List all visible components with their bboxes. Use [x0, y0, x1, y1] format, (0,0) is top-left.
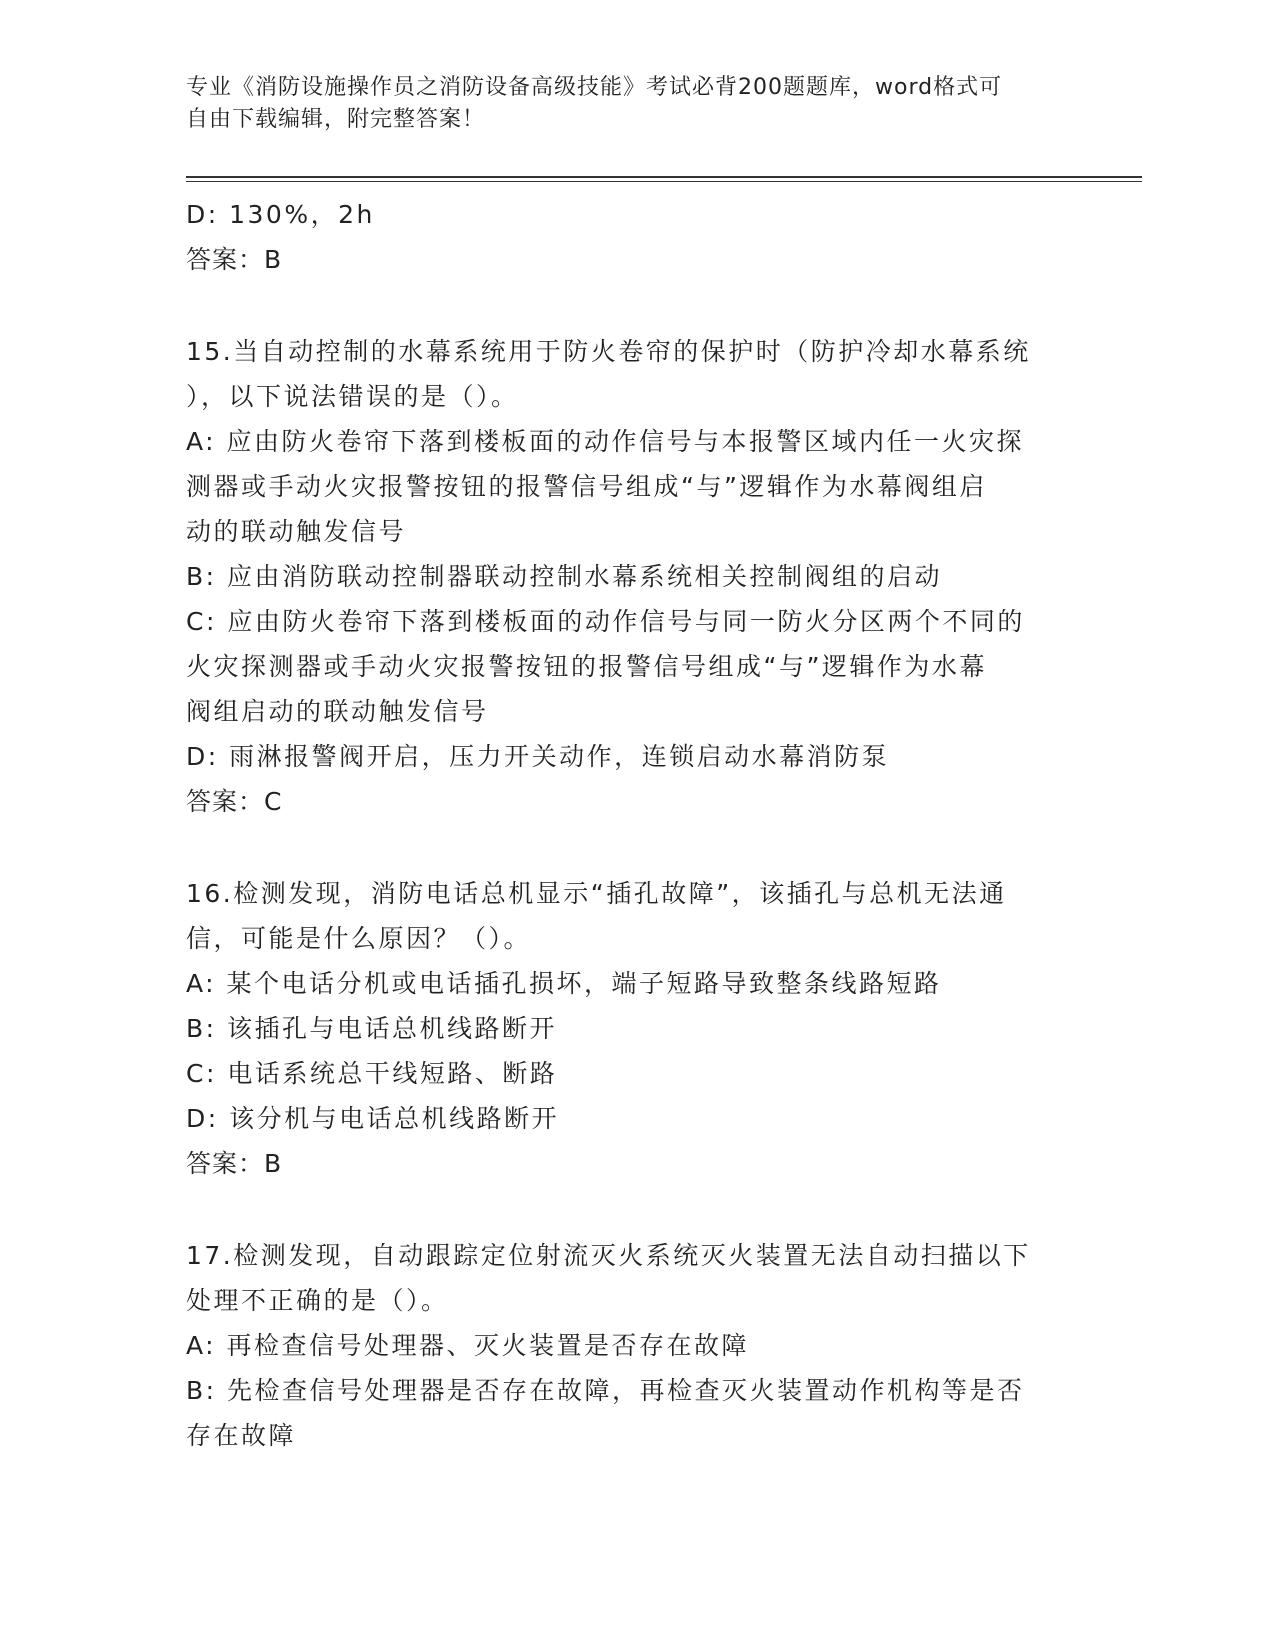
question-text: 17.检测发现，自动跟踪定位射流灭火系统灭火装置无法自动扫描以下: [186, 1241, 1031, 1270]
option-d: D: 雨淋报警阀开启，压力开关动作，连锁启动水幕消防泵: [186, 742, 890, 771]
answer: 答案：B: [186, 1149, 283, 1178]
question-text: 16.检测发现，消防电话总机显示“插孔故障”，该插孔与总机无法通: [186, 879, 1007, 908]
header-divider-thick: [186, 176, 1142, 178]
option-d: D: 130%，2h: [186, 200, 375, 229]
option-a: A: 再检查信号处理器、灭火装置是否存在故障: [186, 1331, 750, 1360]
question-text: ），以下说法错误的是（）。: [186, 382, 519, 411]
question-text: 15.当自动控制的水幕系统用于防火卷帘的保护时（防护冷却水幕系统: [186, 337, 1031, 366]
option-c: C: 应由防火卷帘下落到楼板面的动作信号与同一防火分区两个不同的: [186, 607, 1025, 636]
option-a: A: 某个电话分机或电话插孔损坏，端子短路导致整条线路短路: [186, 969, 942, 998]
question-16: [186, 871, 1066, 1186]
option-a: A: 应由防火卷帘下落到楼板面的动作信号与本报警区域内任一火灾探: [186, 427, 1025, 456]
header-line-2: 自由下载编辑，附完整答案！: [186, 107, 486, 132]
option-a: 测器或手动火灾报警按钮的报警信号组成“与”逻辑作为水幕阀组启: [186, 472, 987, 501]
question-content: [186, 192, 1066, 1458]
option-b: B: 先检查信号处理器是否存在故障，再检查灭火装置动作机构等是否: [186, 1376, 1025, 1405]
question-text: 处理不正确的是（）。: [186, 1286, 449, 1315]
option-b: 存在故障: [186, 1421, 297, 1450]
question-17: [186, 1233, 1066, 1458]
answer: 答案：B: [186, 245, 283, 274]
option-a: 动的联动触发信号: [186, 517, 407, 546]
option-b: B: 该插孔与电话总机线路断开: [186, 1014, 558, 1043]
option-c: 阀组启动的联动触发信号: [186, 697, 489, 726]
option-c: C: 电话系统总干线短路、断路: [186, 1059, 558, 1088]
answer: 答案：C: [186, 787, 283, 816]
option-b: B: 应由消防联动控制器联动控制水幕系统相关控制阀组的启动: [186, 562, 943, 591]
option-d: D: 该分机与电话总机线路断开: [186, 1104, 560, 1133]
header-divider-thin: [186, 181, 1142, 182]
question-15: [186, 329, 1066, 824]
header-line-1: 专业《消防设施操作员之消防设备高级技能》考试必背200题题库，word格式可: [186, 75, 1003, 100]
question-text: 信，可能是什么原因？（）。: [186, 924, 532, 953]
option-c: 火灾探测器或手动火灾报警按钮的报警信号组成“与”逻辑作为水幕: [186, 652, 987, 681]
document-header: [186, 72, 1066, 136]
